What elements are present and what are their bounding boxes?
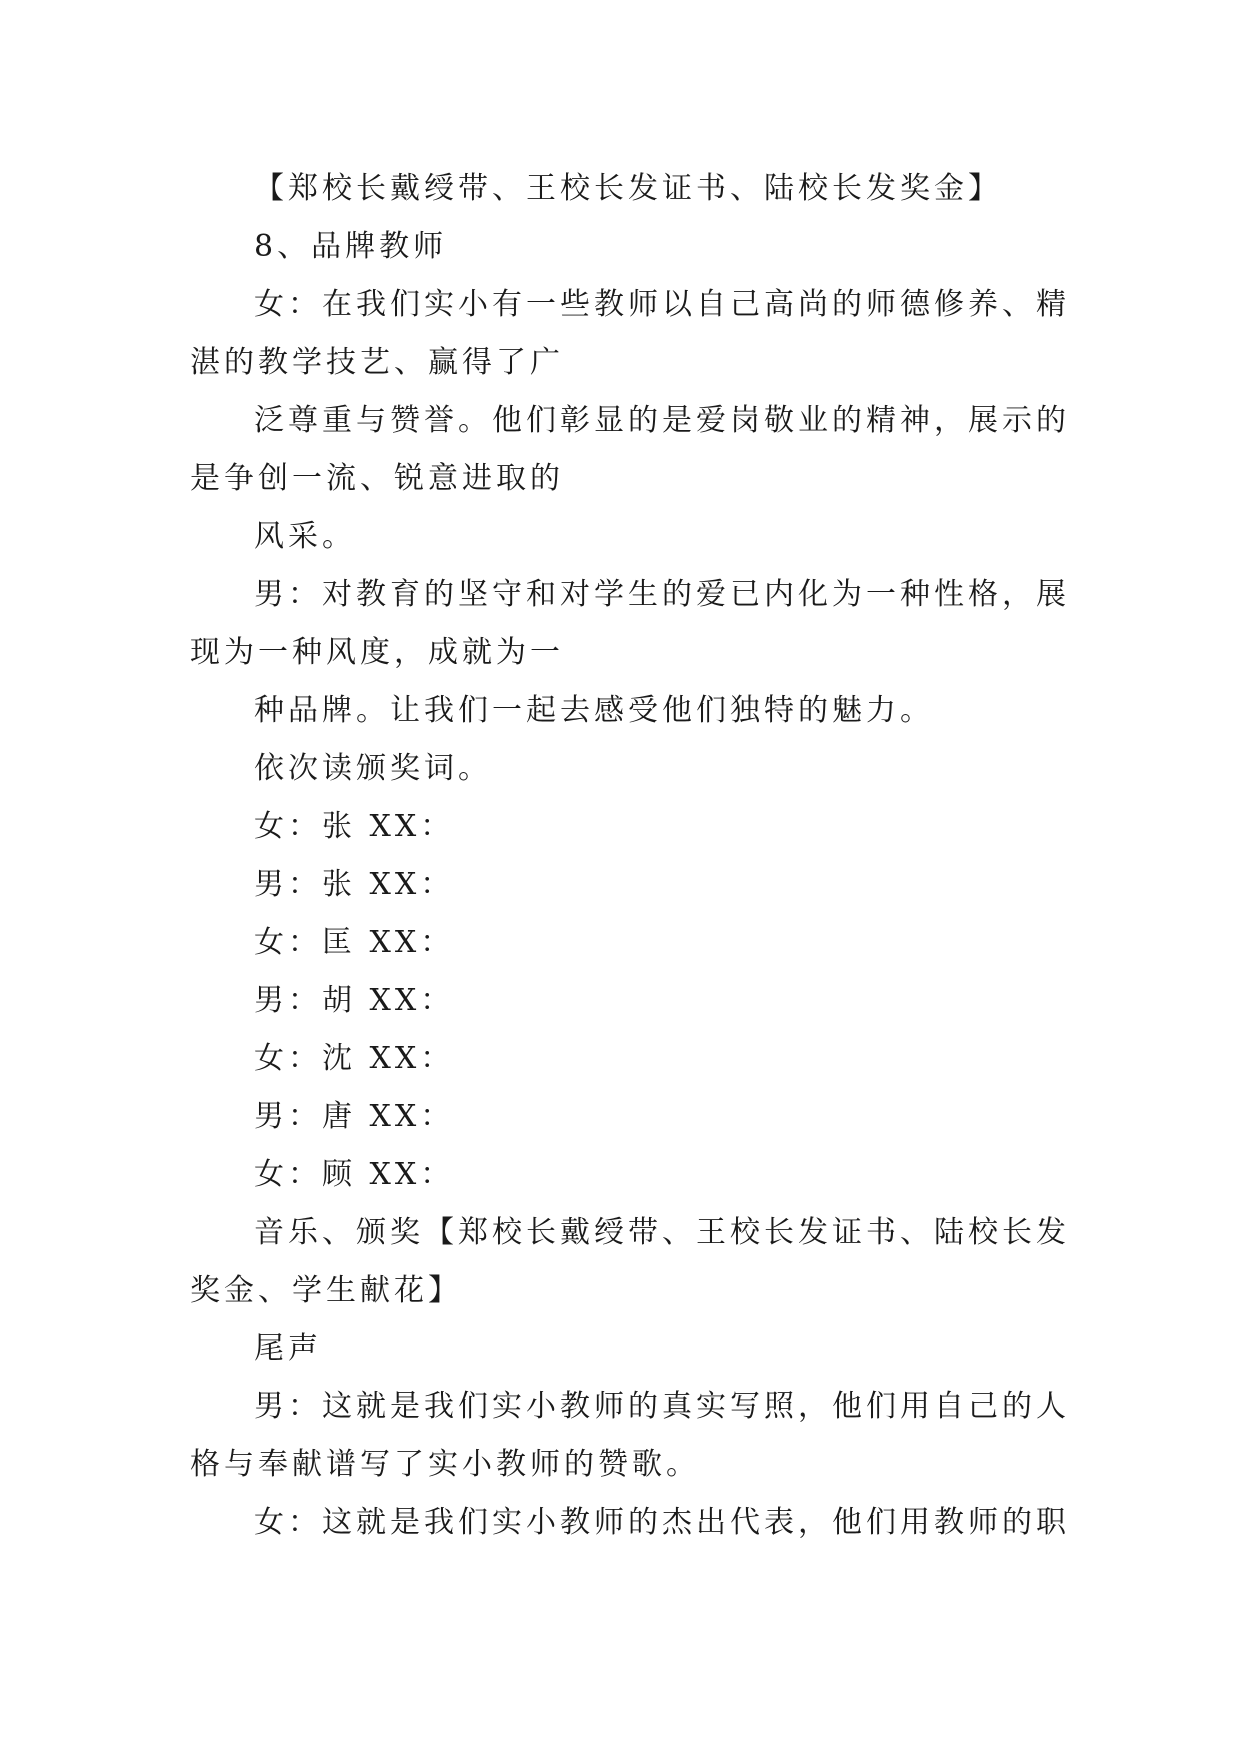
text-line: 女：这就是我们实小教师的杰出代表，他们用教师的职: [254, 1505, 1070, 1540]
text-line: 格与奉献谱写了实小教师的赞歌。: [190, 1447, 700, 1482]
text-line: 泛尊重与赞誉。他们彰显的是爱岗敬业的精神，展示的: [254, 403, 1070, 438]
document-body: [190, 160, 1070, 1552]
text-line: 湛的教学技艺、赢得了广: [190, 345, 564, 380]
text-line: 女：沈 XX：: [254, 1041, 455, 1076]
text-line: 风采。: [254, 519, 356, 554]
text-line: 尾声: [254, 1331, 322, 1366]
text-line: 现为一种风度，成就为一: [190, 635, 564, 670]
text-line: 男：这就是我们实小教师的真实写照，他们用自己的人: [254, 1389, 1070, 1424]
text-line: 男：对教育的坚守和对学生的爱已内化为一种性格，展: [254, 577, 1070, 612]
text-line: 音乐、颁奖【郑校长戴绶带、王校长发证书、陆校长发: [254, 1215, 1070, 1250]
text-line: 女：在我们实小有一些教师以自己高尚的师德修养、精: [254, 287, 1070, 322]
text-line: 女：张 XX：: [254, 809, 455, 844]
text-line: 是争创一流、锐意进取的: [190, 461, 564, 496]
text-line: 种品牌。让我们一起去感受他们独特的魅力。: [254, 693, 934, 728]
text-line: 女：顾 XX：: [254, 1157, 455, 1192]
text-line: 男：张 XX：: [254, 867, 455, 902]
text-line: 男：唐 XX：: [254, 1099, 455, 1134]
text-line: 【郑校长戴绶带、王校长发证书、陆校长发奖金】: [254, 171, 1002, 206]
text-line: 8、品牌教师: [254, 229, 448, 264]
text-line: 奖金、学生献花】: [190, 1273, 462, 1308]
text-line: 男：胡 XX：: [254, 983, 455, 1018]
text-line: 女：匡 XX：: [254, 925, 455, 960]
text-line: 依次读颁奖词。: [254, 751, 492, 786]
